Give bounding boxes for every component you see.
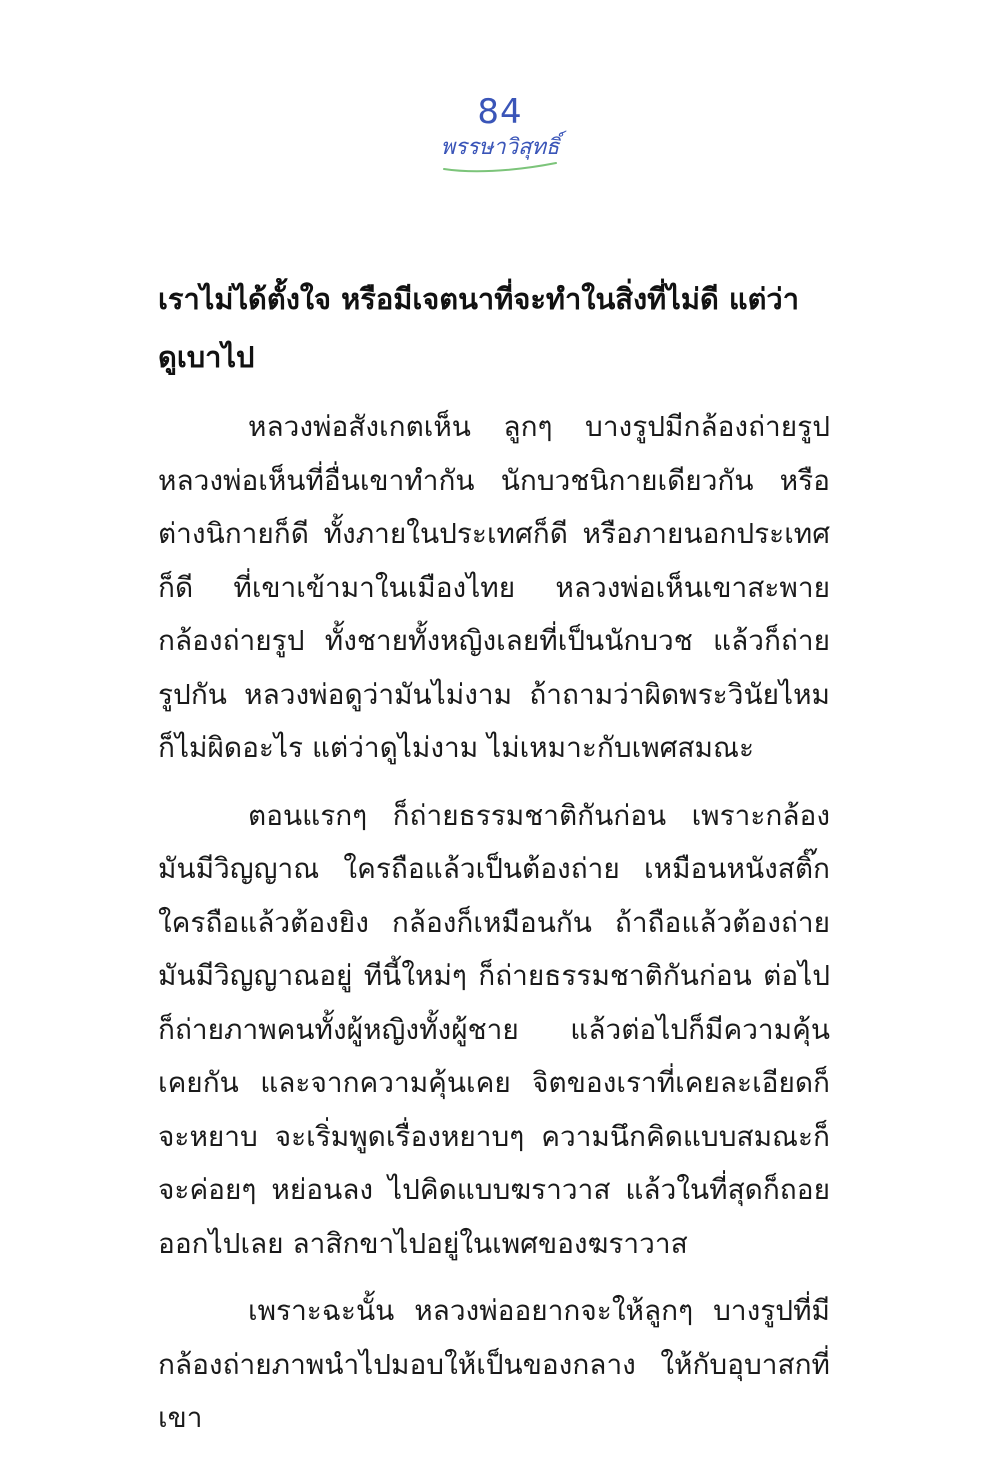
body-paragraph: เพราะฉะนั้น หลวงพ่ออยากจะให้ลูกๆ บางรูปที่มีกล้องถ่ายภาพนำไปมอบให้เป็นของกลาง ให้กับอุบาสกที่เขา: [158, 1294, 830, 1434]
page-number: 84: [477, 92, 523, 132]
body-paragraph: หลวงพ่อสังเกตเห็น ลูกๆ บางรูปมีกล้องถ่ายรูป หลวงพ่อเห็นที่อื่นเขาทำกัน นักบวชนิกายเดียวกัน หรือต่างนิกายก็ดี ทั้งภายในประเทศก็ดี หรือภายนอกประเทศก็ดี ที่เขาเข้ามาในเมืองไทย หลวงพ่อเห็นเขาสะพายกล้องถ่ายรูป ทั้งชายทั้งหญิงเลยที่เป็นนักบวช แล้วก็ถ่ายรูปกัน หลวงพ่อดูว่ามันไม่งาม ถ้าถามว่าผิดพระวินัยไหม ก็ไม่ผิดอะไร แต่ว่าดูไม่งาม ไม่เหมาะกับเพศสมณะ: [158, 410, 830, 764]
document-body: [158, 270, 830, 1459]
title-swash-ornament: [440, 160, 560, 174]
body-paragraph: ตอนแรกๆ ก็ถ่ายธรรมชาติกันก่อน เพราะกล้องมันมีวิญญาณ ใครถือแล้วเป็นต้องถ่าย เหมือนหนังสติ๊ก ใครถือแล้วต้องยิง กล้องก็เหมือนกัน ถ้าถือแล้วต้องถ่าย มันมีวิญญาณอยู่ ทีนี้ใหม่ๆ ก็ถ่ายธรรมชาติกันก่อน ต่อไปก็ถ่ายภาพคนทั้งผู้หญิงทั้งผู้ชาย แล้วต่อไปก็มีความคุ้นเคยกัน และจากความคุ้นเคย จิตของเราที่เคยละเอียดก็จะหยาบ จะเริ่มพูดเรื่องหยาบๆ ความนึกคิดแบบสมณะก็จะค่อยๆ หย่อนลง ไปคิดแบบฆราวาส แล้วในที่สุดก็ถอยออกไปเลย ลาสิกขาไปอยู่ในเพศของฆราวาส: [158, 798, 830, 1260]
page-header: [0, 92, 1000, 174]
book-title: พรรษาวิสุทธิ์: [440, 135, 560, 160]
section-heading: เราไม่ได้ตั้งใจ หรือมีเจตนาที่จะทำในสิ่งที่ไม่ดี แต่ว่าดูเบาไป: [158, 282, 799, 374]
